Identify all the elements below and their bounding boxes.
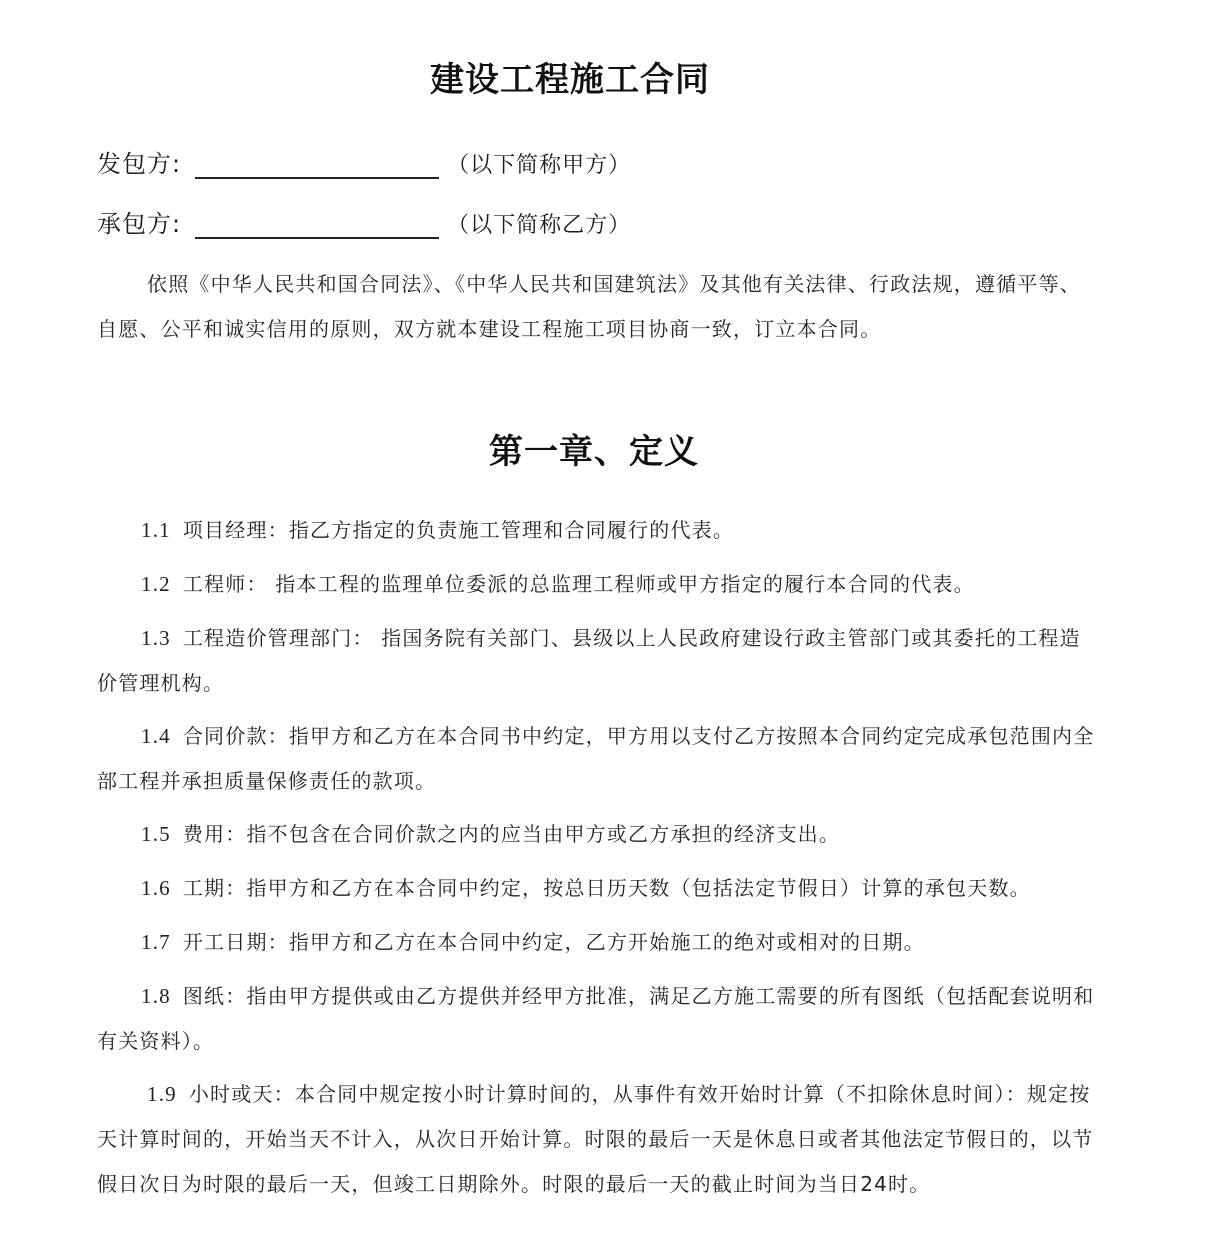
- clause: [97, 562, 1097, 607]
- party-b-blank: [195, 207, 439, 239]
- clause: [97, 866, 1097, 911]
- intro-paragraph: [97, 262, 1097, 352]
- chapter-title: 第一章、定义: [489, 432, 699, 472]
- document-title: 建设工程施工合同: [430, 60, 710, 100]
- clause: [97, 1072, 1097, 1207]
- party-a-blank: [195, 147, 439, 179]
- clause-text: 小时或天：本合同中规定按小时计算时间的，从事件有效开始时计算（不扣除休息时间）：规定按天计算时间的，开始当天不计入，从次日开始计算。时限的最后一天是休息日或者其他法定节假日的，以节假日次日为时限的最后一天，但竣工日期除外。时限的最后一天的截止时间为当日24时。: [97, 1082, 1094, 1196]
- clause: [97, 616, 1097, 706]
- party-b-line: [97, 204, 631, 244]
- clause-number: 1.2: [141, 572, 171, 596]
- clause-text: 项目经理：指乙方指定的负责施工管理和合同履行的代表。: [182, 518, 735, 542]
- clause-number: 1.4: [141, 724, 171, 748]
- clause-number: 1.1: [141, 518, 171, 542]
- party-a-note: （以下简称甲方）: [447, 153, 632, 178]
- clause-text: 开工日期：指甲方和乙方在本合同中约定，乙方开始施工的绝对或相对的日期。: [182, 930, 925, 954]
- clause-text: 图纸：指由甲方提供或由乙方提供并经甲方批准，满足乙方施工需要的所有图纸（包括配套说明和有关资料）。: [97, 984, 1095, 1053]
- clause-number: 1.8: [141, 984, 171, 1008]
- clause-text: 合同价款：指甲方和乙方在本合同书中约定，甲方用以支付乙方按照本合同约定完成承包范围内全部工程并承担质量保修责任的款项。: [97, 724, 1095, 793]
- clause-number: 1.7: [141, 930, 171, 954]
- party-b-note: （以下简称乙方）: [447, 213, 632, 238]
- party-b-label: 承包方:: [97, 210, 182, 238]
- party-a-line: [97, 144, 631, 184]
- clause: [97, 974, 1097, 1064]
- clause-text: 费用：指不包含在合同价款之内的应当由甲方或乙方承担的经济支出。: [182, 822, 841, 846]
- clause-number: 1.5: [141, 822, 171, 846]
- clause-text: 工程师： 指本工程的监理单位委派的总监理工程师或甲方指定的履行本合同的代表。: [182, 572, 975, 596]
- clause: [97, 508, 1097, 553]
- clause: [97, 812, 1097, 857]
- clause-text: 工期：指甲方和乙方在本合同中约定，按总日历天数（包括法定节假日）计算的承包天数。: [182, 876, 1031, 900]
- clause-number: 1.3: [141, 626, 171, 650]
- party-a-label: 发包方:: [97, 150, 182, 178]
- clause-number: 1.6: [141, 876, 171, 900]
- clause-number: 1.9: [147, 1082, 177, 1106]
- clause: [97, 920, 1097, 965]
- clause: [97, 714, 1097, 804]
- clause-text: 工程造价管理部门： 指国务院有关部门、县级以上人民政府建设行政主管部门或其委托的工程造价管理机构。: [97, 626, 1081, 695]
- intro-text: 依照《中华人民共和国合同法》、《中华人民共和国建筑法》及其他有关法律、行政法规，遵循平等、自愿、公平和诚实信用的原则，双方就本建设工程施工项目协商一致，订立本合同。: [97, 272, 1081, 341]
